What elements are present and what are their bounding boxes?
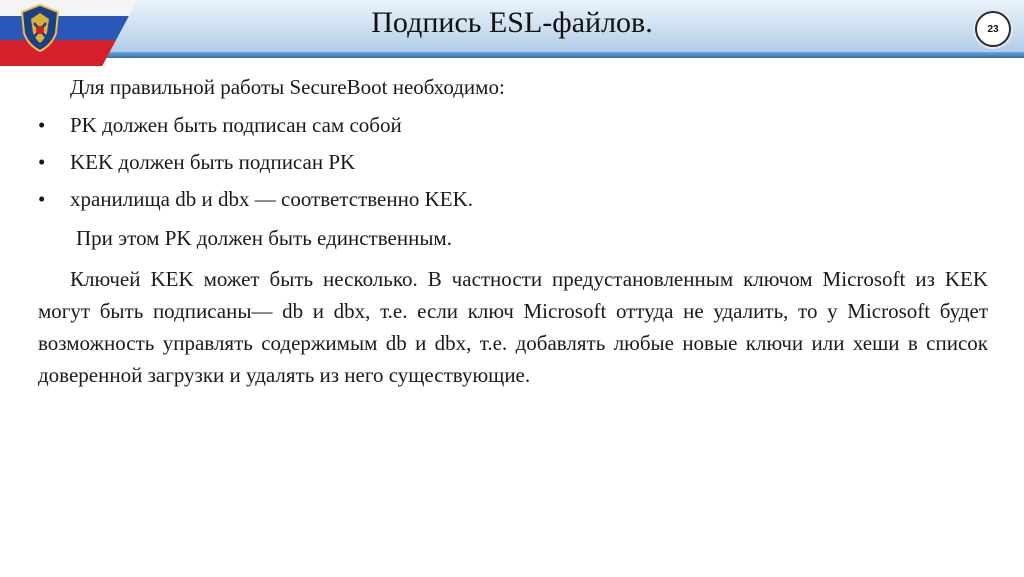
slide-body [38, 70, 988, 391]
header-divider [0, 52, 1024, 58]
list-item-text: KEK должен быть подписан PK [70, 150, 356, 174]
list-item-text: хранилища db и dbx — соответственно KEK. [70, 187, 474, 211]
page-title: Подпись ESL-файлов. [371, 6, 653, 39]
list-item [38, 181, 988, 218]
note-text: При этом PK должен быть единственным. [76, 226, 452, 250]
requirements-list [38, 107, 988, 218]
list-item [38, 107, 988, 144]
bullet-icon: • [38, 150, 46, 174]
list-item-text: PK должен быть подписан сам собой [70, 113, 402, 137]
list-item [38, 144, 988, 181]
bullet-icon: • [38, 113, 46, 137]
bullet-icon: • [38, 187, 46, 211]
main-paragraph: Ключей KEK может быть несколько. В частности предустановленным ключом Microsoft из KEK могут быть подписаны— db и dbx, т.е. если ключ Microsoft оттуда не удалить, то у Microsoft будет возможность управлять содержимым db и dbx, т.е. добавлять любые новые ключи или хеши в список доверенной загрузки и удалять из него существующие. [38, 267, 988, 387]
page-number-badge: 23 [975, 11, 1011, 47]
intro-text: Для правильной работы SecureBoot необходимо: [70, 75, 505, 99]
